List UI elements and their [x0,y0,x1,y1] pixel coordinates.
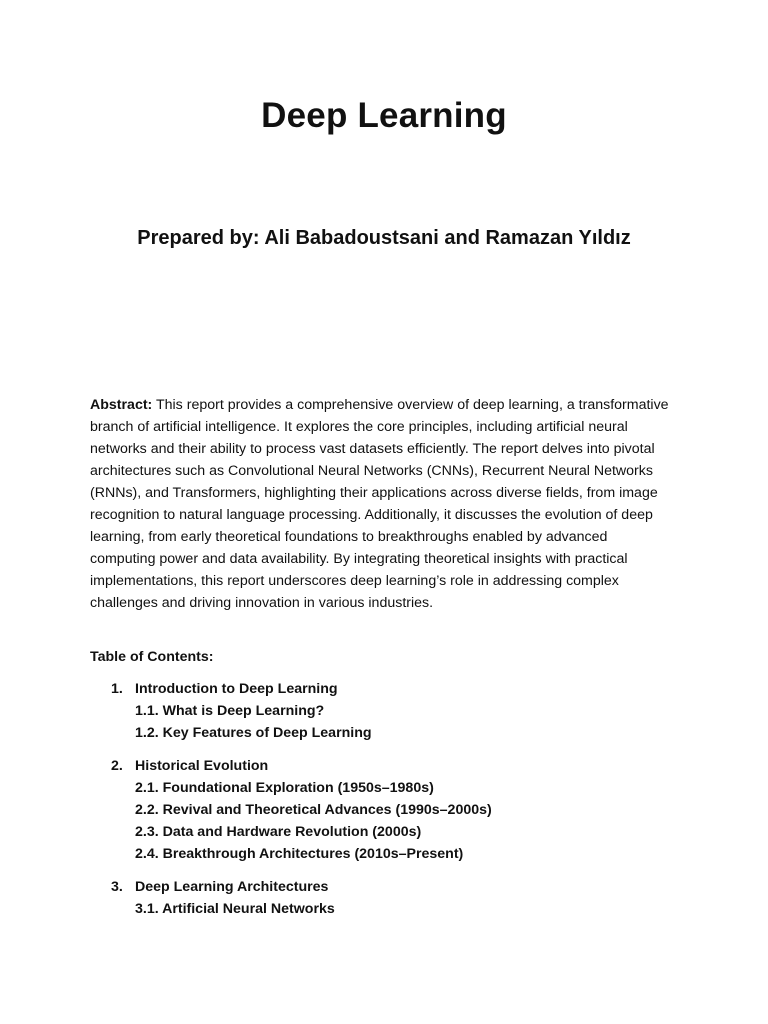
toc-section-title: Introduction to Deep Learning [135,681,338,697]
toc-heading: Table of Contents: [90,649,214,665]
toc-subsection-list [90,777,676,865]
toc-section-number: 3. [111,879,123,895]
abstract-label: Abstract: [90,397,153,413]
table-of-contents [90,678,676,931]
abstract-paragraph [90,394,676,614]
toc-subsection: 2.1. Foundational Exploration (1950s–1980s) [135,780,434,796]
toc-subsection-list [90,898,676,920]
toc-section [90,755,676,865]
toc-section-line [90,755,676,777]
toc-subsection-list [90,700,676,744]
toc-section-title: Deep Learning Architectures [135,879,329,895]
toc-section [90,876,676,920]
toc-subsection: 1.2. Key Features of Deep Learning [135,725,372,741]
toc-section-title: Historical Evolution [135,758,269,774]
toc-subsection: 2.2. Revival and Theoretical Advances (1990s–2000s) [135,802,492,818]
toc-section-number: 1. [111,681,123,697]
toc-section-number: 2. [111,758,123,774]
document-title: Deep Learning [261,96,507,135]
abstract-text: This report provides a comprehensive overview of deep learning, a transformative branch of artificial intelligence. It explores the core principles, including artificial neural networks and their ability to process vast datasets efficiently. The report delves into pivotal architectures such as Convolutional Neural Networks (CNNs), Recurrent Neural Networks (RNNs), and Transformers, highlighting their applications across diverse fields, from image recognition to natural language processing. Additionally, it discusses the evolution of deep learning, from early theoretical foundations to breakthroughs enabled by advanced computing power and data availability. By integrating theoretical insights with practical implementations, this report underscores deep learning’s role in addressing complex challenges and driving innovation in various industries. [90,397,669,611]
toc-subsection: 2.4. Breakthrough Architectures (2010s–Present) [135,846,464,862]
toc-section [90,678,676,744]
toc-subsection: 2.3. Data and Hardware Revolution (2000s) [135,824,422,840]
toc-section-line [90,678,676,700]
document-authors: Prepared by: Ali Babadoustsani and Ramazan Yıldız [137,227,631,249]
toc-subsection: 1.1. What is Deep Learning? [135,703,325,719]
toc-subsection: 3.1. Artificial Neural Networks [135,901,335,917]
toc-section-line [90,876,676,898]
